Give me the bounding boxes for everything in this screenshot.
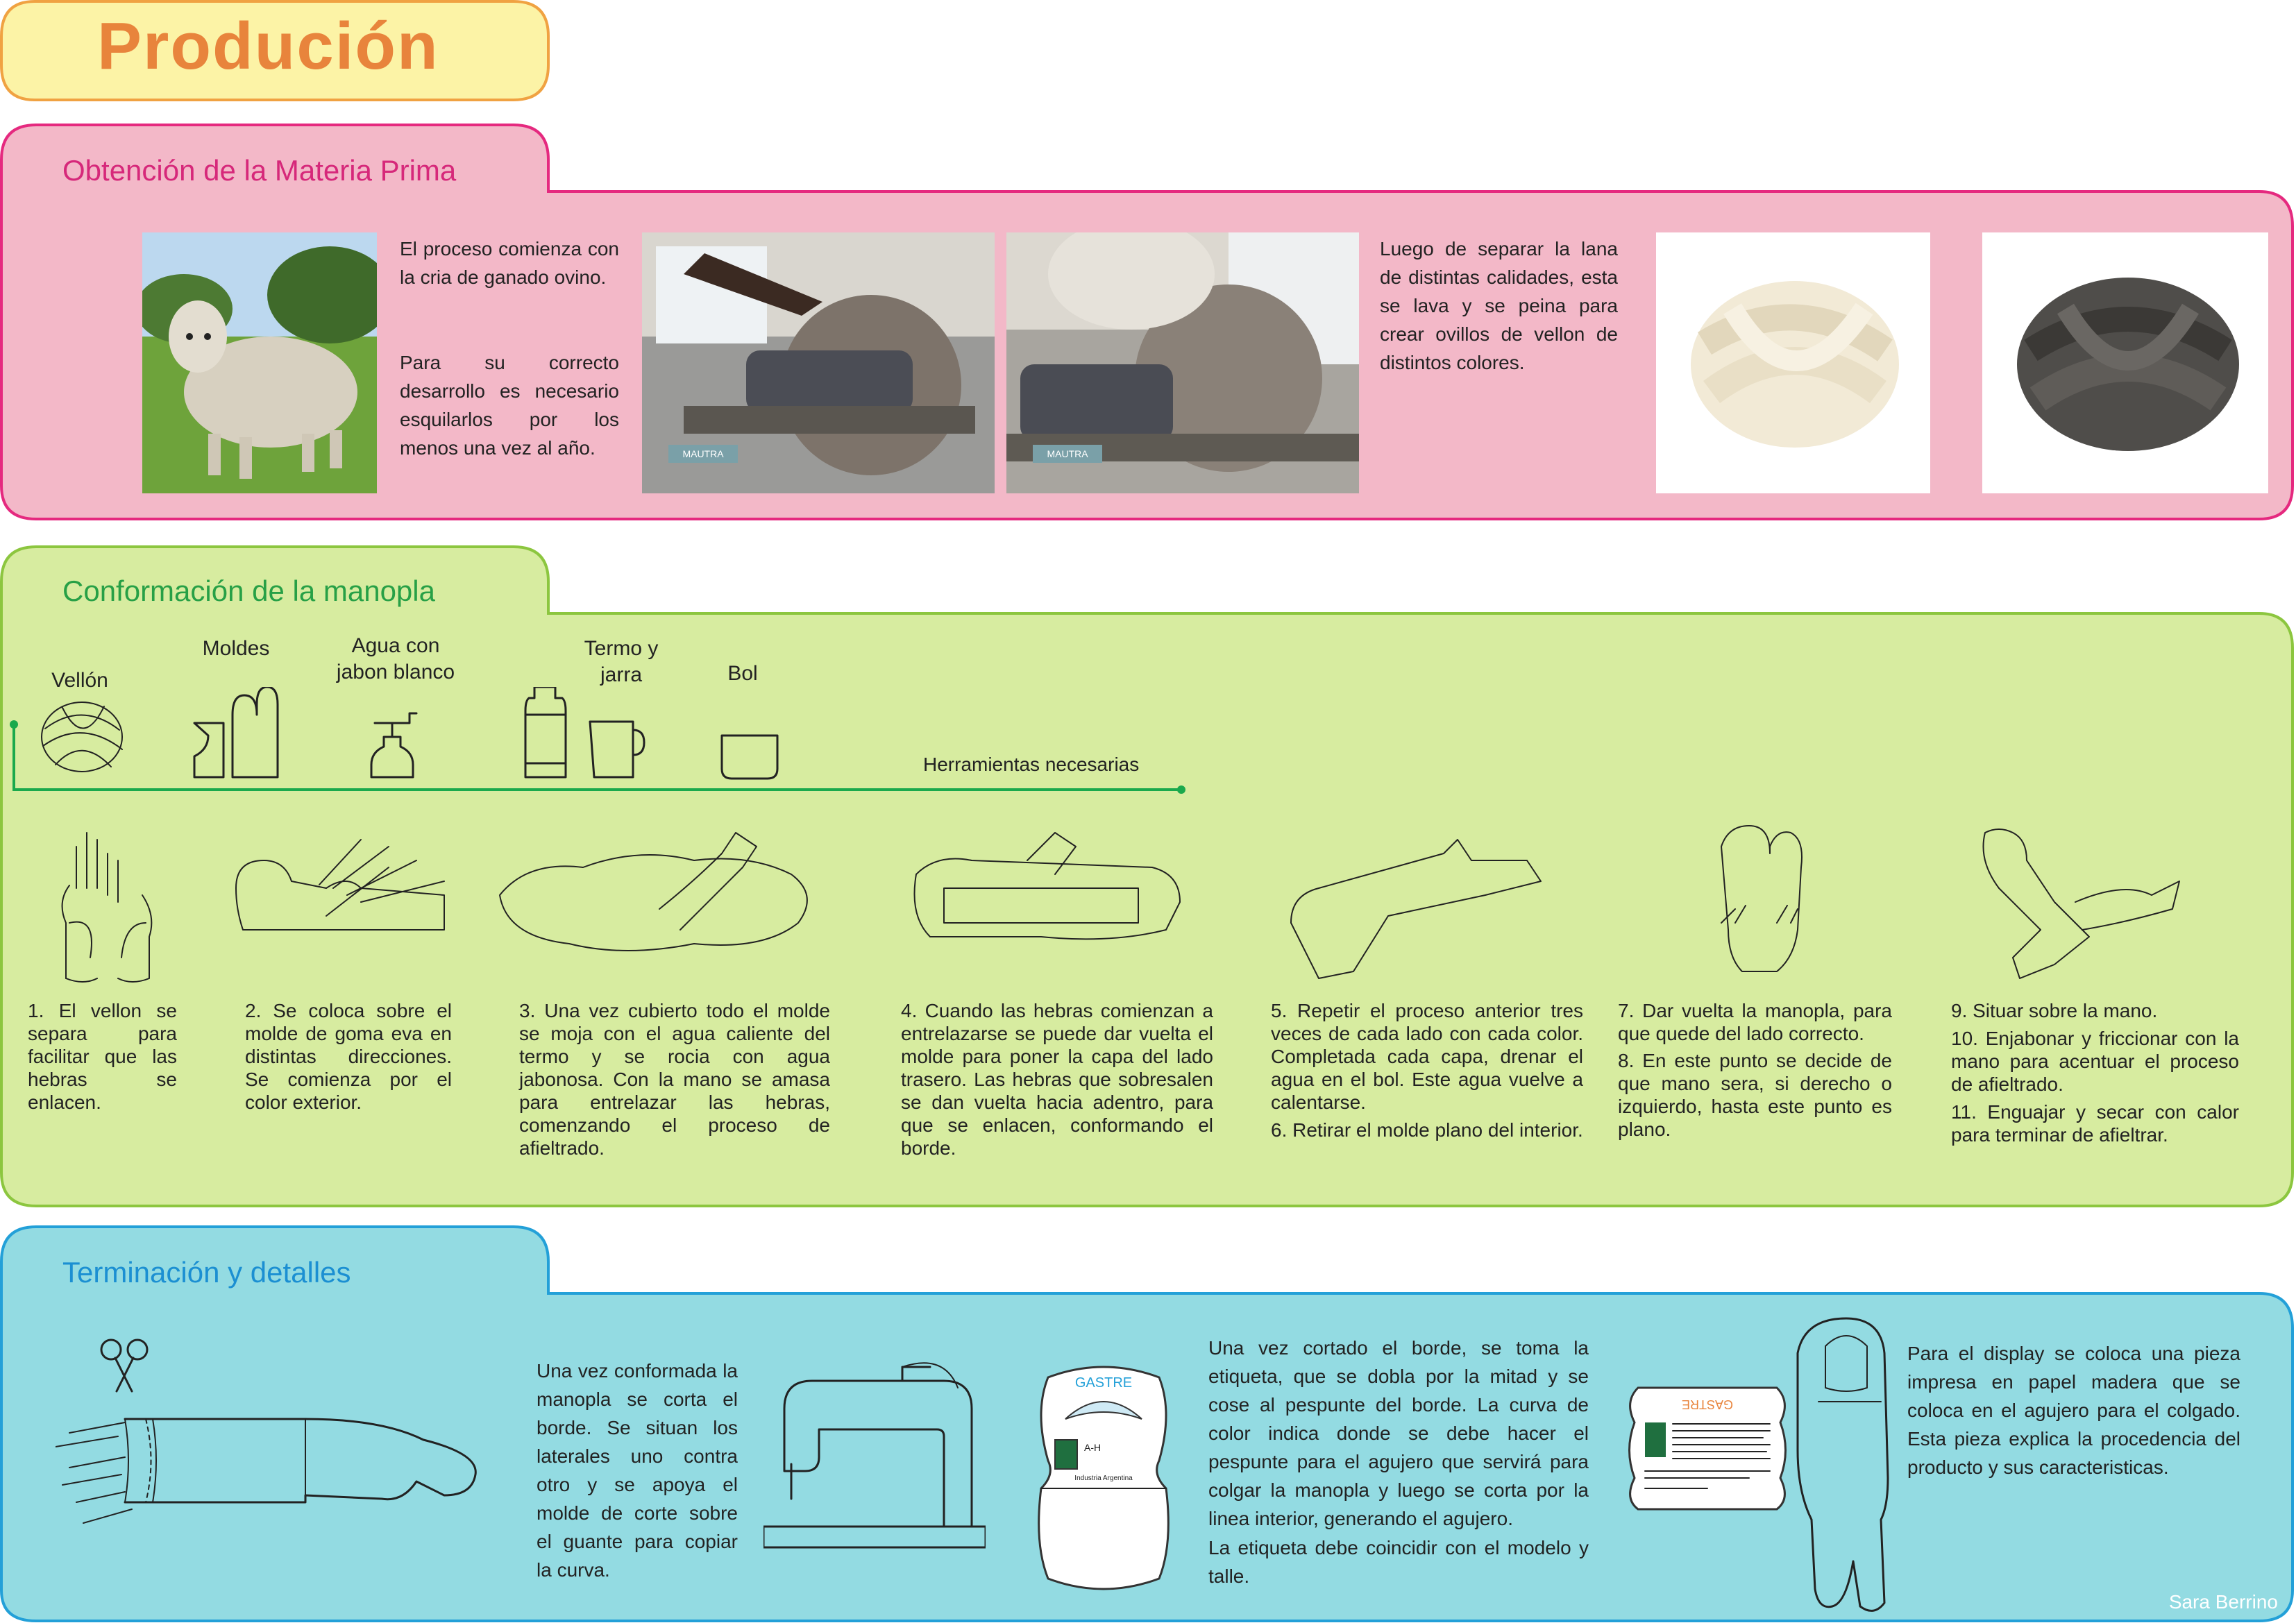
thermos-jug-icon — [525, 687, 644, 777]
step-text-3: 3. Una vez cubierto todo el molde se moja con el agua caliente del termo y se rocia con agua jabonosa. Con la mano se amasa para entrelazar las hebras, comenzando el proceso de afieltrado. — [519, 1000, 830, 1159]
tag-origin-text: Industria Argentina — [1074, 1475, 1133, 1482]
tag-back-brand-text: GASTRE — [1681, 1397, 1734, 1411]
label-tag-back-illustration — [1624, 1381, 1791, 1513]
step-text-5: 5. Repetir el proceso anterior tres veces de cada lado con cada color. Completada cada capa, drenar el agua en el bol. Este agua vuelve a calentarse. — [1271, 1000, 1583, 1113]
step-text-8: 8. En este punto se decide de que mano sera, si derecho o izquierdo, hasta este punto es plano. — [1618, 1050, 1892, 1140]
step-text-1: 1. El vellon se separa para facilitar que las hebras se enlacen. — [28, 1000, 177, 1113]
mitten-display-illustration — [1777, 1311, 1902, 1617]
grey-wool-photo — [1982, 232, 2268, 493]
tool-label-termo: Termo y jarra — [584, 637, 659, 686]
white-wool-photo — [1656, 232, 1930, 493]
tag-brand-text: GASTRE — [1074, 1375, 1133, 1391]
tool-label-agua: Agua con jabon blanco — [336, 634, 455, 683]
sheep-photo — [142, 232, 377, 493]
spray-bottle-icon — [371, 713, 416, 777]
step-text-11: 11. Enguajar y secar con calor para terminar de afieltrar. — [1951, 1101, 2239, 1146]
step-text-7: 7. Dar vuelta la manopla, para que quede del lado correcto. — [1618, 1000, 1892, 1044]
machine-label-2: MAUTRA — [1047, 448, 1088, 459]
shearing-machine-photo-2 — [1006, 232, 1359, 493]
step7-mitten-illustration — [1721, 826, 1802, 971]
step-text-4: 4. Cuando las hebras comienzan a entrelazarse se puede dar vuelta el molde para poner la capa del lado trasero. Las hebras que sobresalen se dan vuelta hacia adentro, para que se enlacen, conformando el borde. — [901, 1000, 1213, 1159]
machine-label-1: MAUTRA — [682, 448, 724, 459]
step-text-2: 2. Se coloca sobre el molde de goma eva en distintas direcciones. Se comienza por el color exterior. — [245, 1000, 452, 1113]
step3-wet-wool-illustration — [500, 833, 807, 951]
step2-mold-wool-illustration — [236, 840, 444, 930]
section3-text-1: Una vez conformada la manopla se corta el borde. Se situan los laterales uno contra otro y se apoya el molde de corte sobre el guante para copiar la curva. — [537, 1360, 738, 1581]
credit-text: Sara Berrino — [2168, 1591, 2278, 1613]
tool-label-vellon: Vellón — [51, 669, 108, 692]
step5-glove-felt-illustration — [1291, 840, 1541, 978]
tool-label-moldes: Moldes — [202, 637, 270, 660]
section1-text-3: Luego de separar la lana de distintas calidades, esta se lava y se peina para crear ovillos de vellon de distintos colores. — [1380, 238, 1618, 373]
wool-ball-icon — [42, 702, 122, 772]
glove-mold-icon — [194, 687, 278, 777]
bowl-icon — [722, 736, 777, 779]
step1-hands-wool-illustration — [62, 833, 152, 982]
step-text-10: 10. Enjabonar y friccionar con la mano para acentuar el proceso de afieltrado. — [1951, 1028, 2239, 1095]
tools-illustrations — [0, 687, 1222, 798]
shearing-machine-photo-1 — [642, 232, 995, 493]
section2-title: Conformación de la manopla — [62, 575, 435, 607]
tools-caption: Herramientas necesarias — [923, 754, 1140, 775]
section3-text-2: Una vez cortado el borde, se toma la etiqueta, que se dobla por la mitad y se cose al pespunte del borde. La curva de color indica donde se debe hacer el pespunte para el agujero que servirá para colgar la manopla y luego se corta por la linea interior, generando el agujero. — [1208, 1337, 1589, 1529]
section1-text-1: El proceso comienza con la cria de ganado ovino. — [400, 238, 619, 288]
section1-text-2: Para su correcto desarrollo es necesario esquilarlos por los menos una vez al año. — [400, 352, 619, 459]
section3-text-4: Para el display se coloca una pieza impresa en papel madera que se coloca en el agujero para el colgado. Esta pieza explica la procedencia del producto y sus caracteristicas. — [1907, 1343, 2240, 1478]
section3-title: Terminación y detalles — [62, 1256, 351, 1289]
step9-mitten-on-hand-illustration — [1984, 829, 2180, 978]
steps-illustrations — [0, 819, 2296, 985]
tool-label-bol: Bol — [727, 662, 758, 685]
tag-model-text: A-H — [1084, 1442, 1101, 1453]
section3-text-3: La etiqueta debe coincidir con el modelo y talle. — [1208, 1537, 1589, 1587]
sewing-machine-illustration — [763, 1360, 986, 1554]
step-text-6: 6. Retirar el molde plano del interior. — [1271, 1119, 1583, 1141]
cutting-glove-illustration — [56, 1336, 500, 1530]
scissors-icon — [101, 1340, 147, 1391]
label-tag-front-illustration — [1034, 1363, 1173, 1592]
step-text-9: 9. Situar sobre la mano. — [1951, 1000, 2158, 1021]
section1-title: Obtención de la Materia Prima — [62, 154, 457, 187]
step4-flip-mold-illustration — [915, 833, 1181, 939]
page-title: Produción — [97, 9, 439, 83]
